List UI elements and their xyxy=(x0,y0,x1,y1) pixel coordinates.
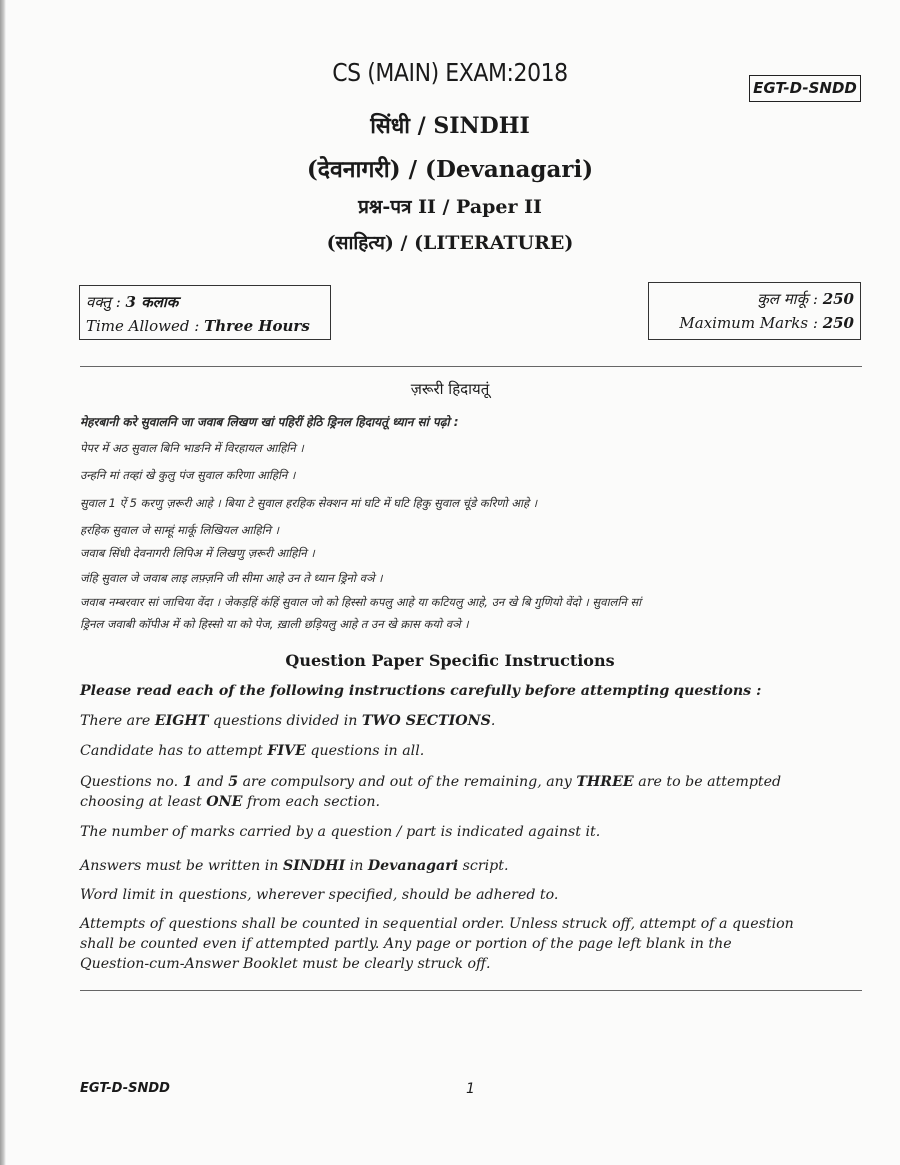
marks-hindi-label: कुल मार्कू : xyxy=(757,290,818,308)
english-instruction-item: Word limit in questions, wherever specified, should be adhered to. xyxy=(80,887,559,903)
item-bold: EIGHT xyxy=(154,713,209,729)
item-text: in xyxy=(345,858,368,874)
item-text: There are xyxy=(80,713,155,729)
item-text: Candidate has to attempt xyxy=(80,743,268,759)
marks-english-label: Maximum Marks : xyxy=(679,314,818,332)
item-bold: THREE xyxy=(576,774,634,790)
script-heading: (देवनागरी) / (Devanagari) xyxy=(306,156,594,183)
item-bold: 5 xyxy=(228,774,239,790)
hindi-instruction-line: जवाब सिंधी देवनागरी लिपिअ में लिखणु ज़रूरी आहिनि । xyxy=(80,546,315,560)
english-instruction-lead: Please read each of the following instructions carefully before attempting questions : xyxy=(80,683,762,699)
item-text: are to be attempted xyxy=(633,774,782,790)
hindi-instruction-line: हरहिक सुवाल जे साम्हूं मार्कू लिखियल आहिनि । xyxy=(80,523,279,537)
footer-paper-code: EGT-D-SNDD xyxy=(80,1081,170,1096)
english-instruction-item xyxy=(80,742,865,760)
item-text: Answers must be written in xyxy=(80,858,283,874)
page-number: 1 xyxy=(466,1081,475,1097)
item-text: choosing at least xyxy=(80,794,207,810)
english-instruction-item: Attempts of questions shall be counted in sequential order. Unless struck off, attempt of a question xyxy=(80,916,794,932)
item-text: questions in all. xyxy=(305,743,425,759)
hindi-instruction-line: उन्हनि मां तव्हां खे कुलु पंज सुवाल करिणा आहिनि । xyxy=(80,468,296,482)
english-instruction-item xyxy=(80,857,865,875)
hindi-instruction-line: पेपर में अठ सुवाल बिनि भाङनि में विरहायल आहिनि । xyxy=(80,441,304,455)
item-text: Questions no. xyxy=(80,774,183,790)
time-english-value: Three Hours xyxy=(204,317,310,335)
hindi-instruction-line: जवाब नम्बरवार सां जाचिया वेंदा । जेकड़हिं कंहिं सुवाल जो को हिस्सो कपलु आहे या कटियलु आहे, उन खे बि गुणियो वेंदो । सुवालनि सां xyxy=(80,595,642,609)
english-instruction-item-cont xyxy=(80,793,865,811)
english-instructions-heading: Question Paper Specific Instructions xyxy=(285,651,615,670)
paper-heading: प्रश्न-पत्र II / Paper II xyxy=(358,196,542,218)
english-instruction-item-cont: shall be counted even if attempted partly. Any page or portion of the page left blank in the xyxy=(80,936,732,952)
item-text: from each section. xyxy=(242,794,380,810)
marks-english-value: 250 xyxy=(822,314,854,332)
hindi-instructions-heading: ज़रूरी हिदायतूं xyxy=(410,380,490,398)
english-instruction-item: The number of marks carried by a question / part is indicated against it. xyxy=(80,824,601,840)
item-text: script. xyxy=(458,858,509,874)
time-hindi-label: वक्तु : xyxy=(86,293,121,311)
item-bold: Devanagari xyxy=(367,858,459,874)
time-hindi-value: 3 कलाक xyxy=(125,293,179,311)
divider-top xyxy=(80,366,862,367)
category-heading: (साहित्य) / (LITERATURE) xyxy=(326,232,574,254)
subject-heading: सिंधी / SINDHI xyxy=(370,113,530,139)
item-bold: ONE xyxy=(206,794,243,810)
time-hindi-line xyxy=(86,290,330,314)
time-english-label: Time Allowed : xyxy=(86,317,200,335)
marks-hindi-line xyxy=(649,287,854,311)
item-bold: TWO SECTIONS xyxy=(361,713,491,729)
item-text: are compulsory and out of the remaining, any xyxy=(238,774,577,790)
item-text: questions divided in xyxy=(208,713,362,729)
marks-english-line xyxy=(649,311,854,335)
time-english-line xyxy=(86,314,330,338)
maximum-marks-box xyxy=(648,282,861,340)
exam-title: CS (MAIN) EXAM:2018 xyxy=(332,58,568,87)
item-bold: 1 xyxy=(182,774,193,790)
hindi-instruction-line: जंहि सुवाल जे जवाब लाइ लफ़्ज़नि जी सीमा आहे उन ते ध्यान ड्रिनो वञे । xyxy=(80,571,383,585)
english-instruction-item-cont: Question-cum-Answer Booklet must be clearly struck off. xyxy=(80,956,491,972)
time-allowed-box xyxy=(79,285,331,340)
hindi-instruction-line: सुवाल 1 ऐं 5 करणु ज़रूरी आहे । बिया टे सुवाल हरहिक सेक्शन मां घटि में घटि हिकु सुवाल चूंडे करिणो आहे । xyxy=(80,496,538,510)
paper-code-box: EGT-D-SNDD xyxy=(749,75,861,102)
item-text: and xyxy=(192,774,229,790)
english-instruction-item xyxy=(80,712,865,730)
item-bold: SINDHI xyxy=(282,858,346,874)
hindi-instruction-line: ड्रिनल जवाबी कॉपीअ में को हिस्सो या को पेज, ख़ाली छड़ियलु आहे त उन खे क्रास कयो वञे । xyxy=(80,617,469,631)
english-instruction-item xyxy=(80,773,865,791)
divider-bottom xyxy=(80,990,862,991)
hindi-instruction-line: मेहरबानी करे सुवालनि जा जवाब लिखण खां पहिरीं हेठि ड्रिनल हिदायतूं ध्यान सां पढ़ो : xyxy=(80,415,459,429)
item-text: . xyxy=(490,713,496,729)
marks-hindi-value: 250 xyxy=(822,290,854,308)
item-bold: FIVE xyxy=(267,743,306,759)
